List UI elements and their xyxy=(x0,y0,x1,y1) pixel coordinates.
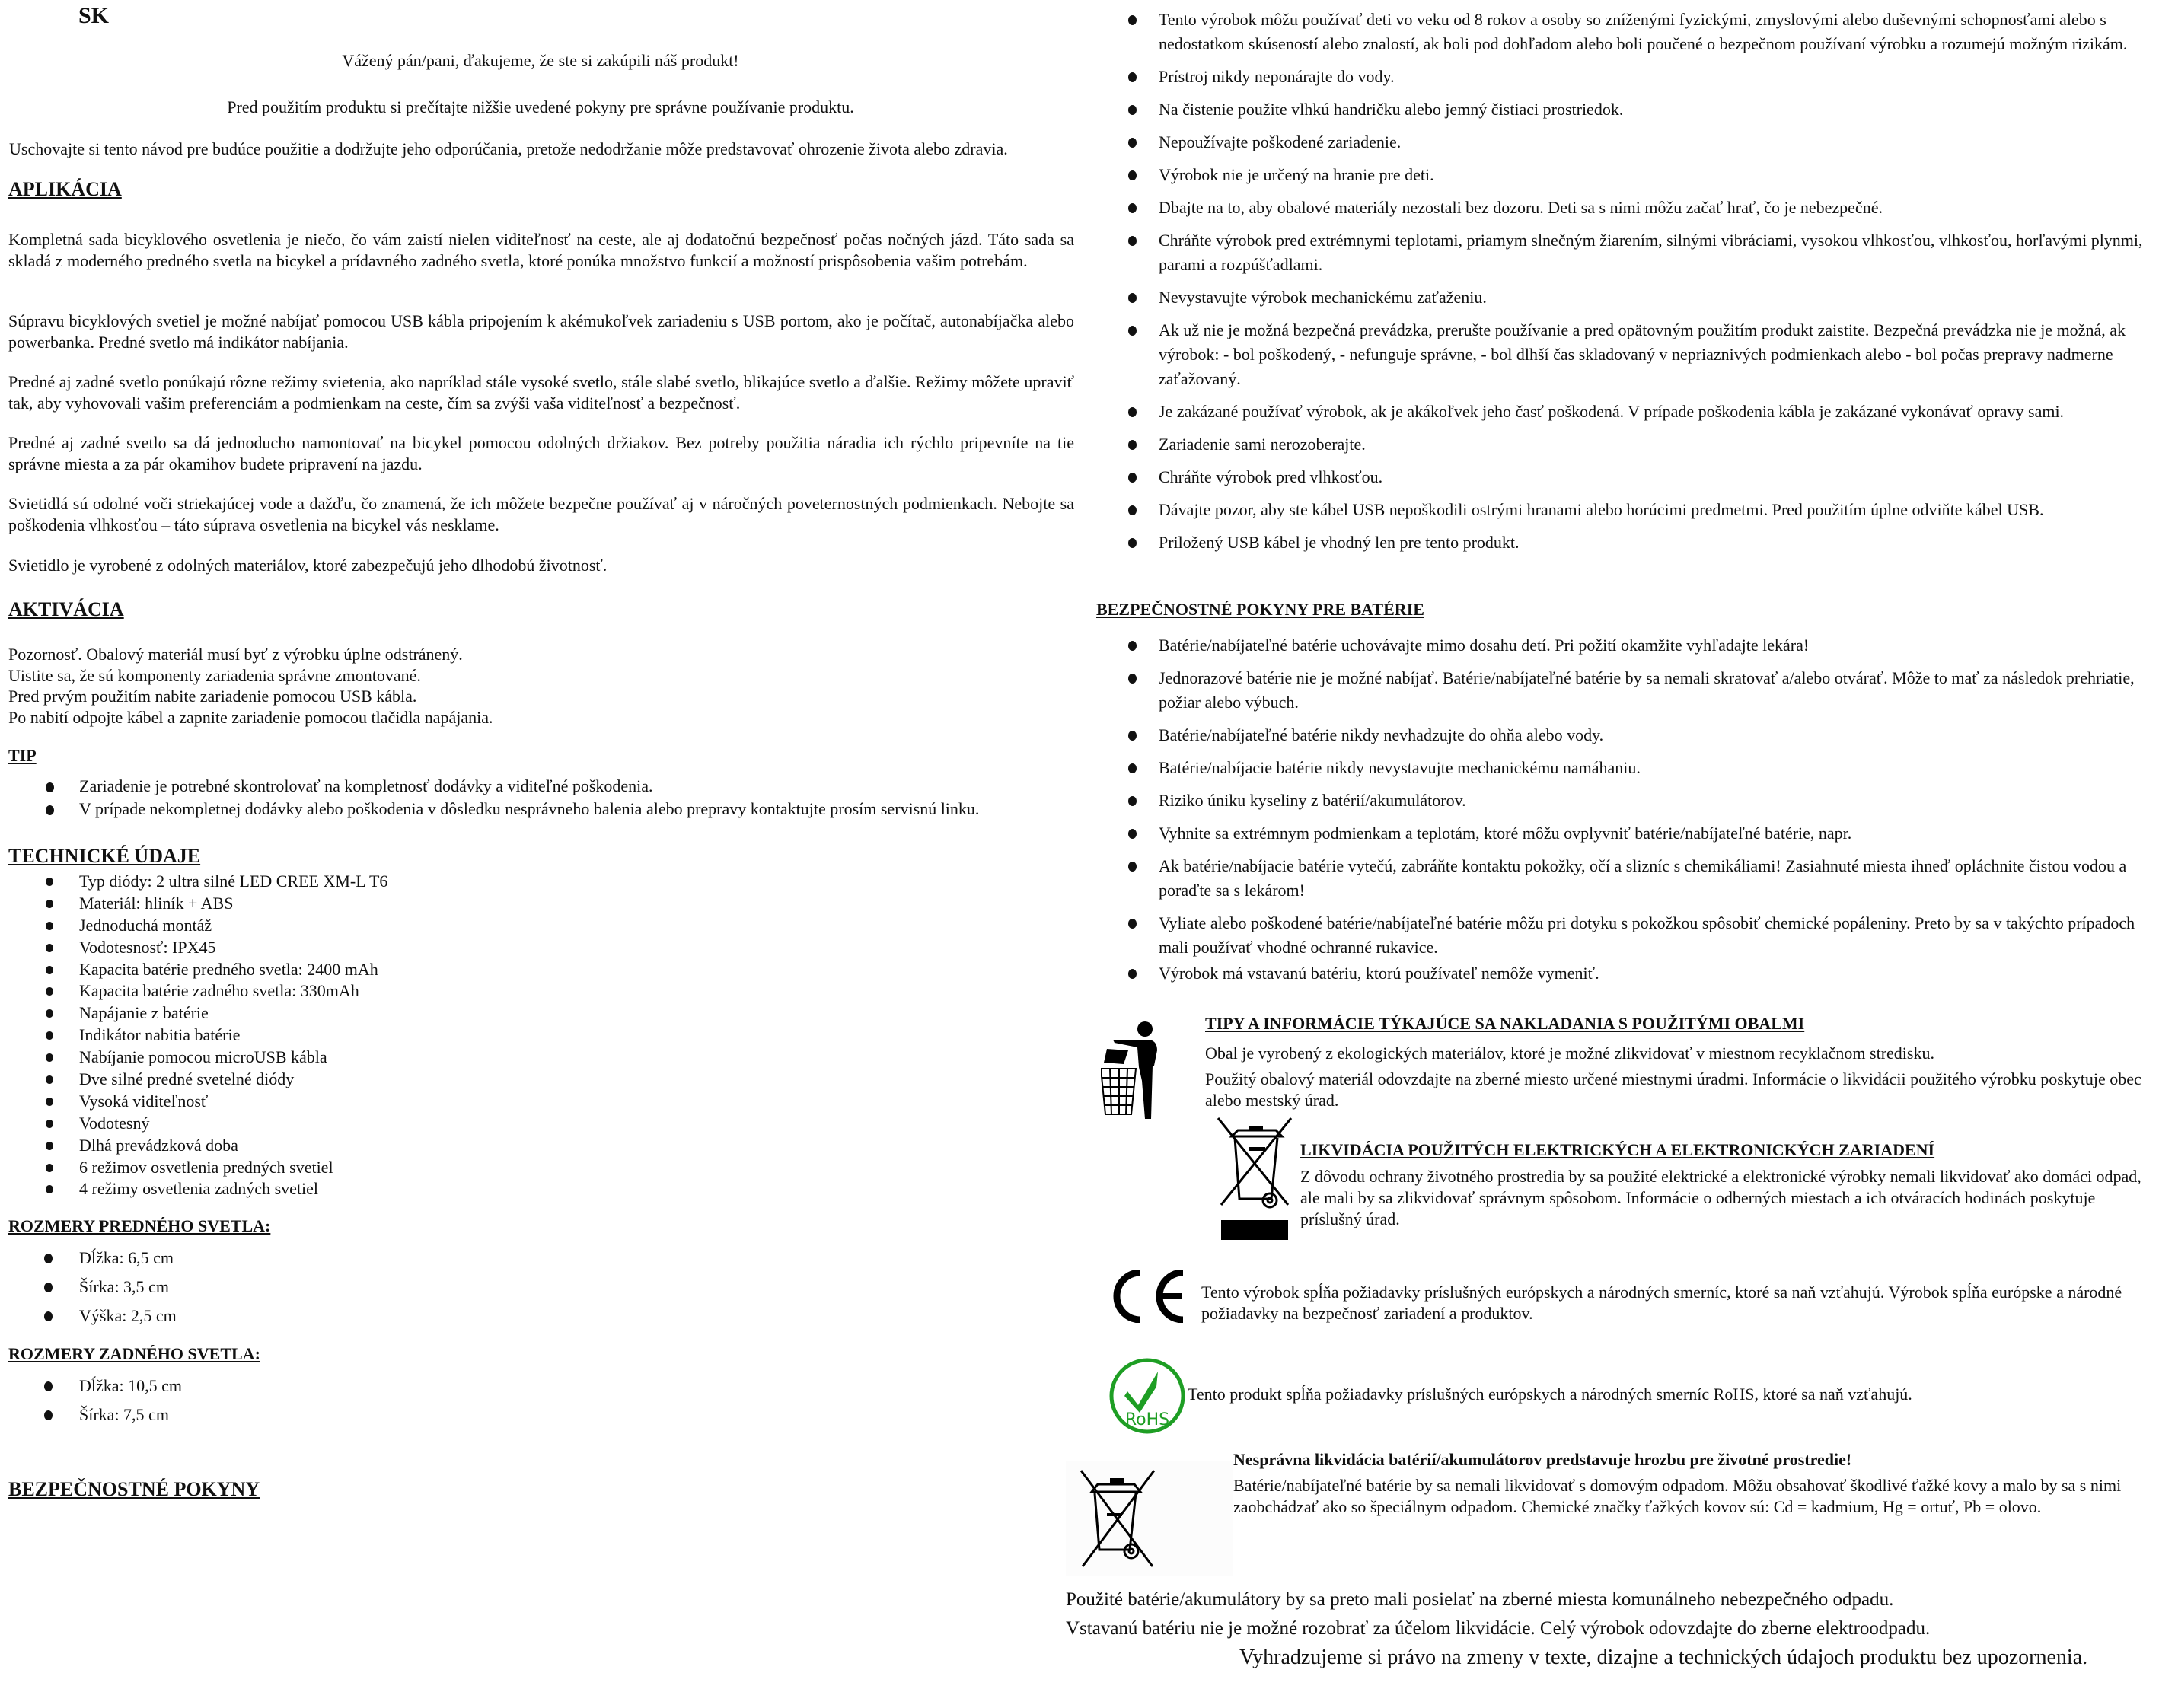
intro-greeting: Vážený pán/pani, ďakujeme, že ste si zakúpili náš produkt! xyxy=(342,51,739,70)
heading-bezpecnostne-pokyny: BEZPEČNOSTNÉ POKYNY xyxy=(8,1478,260,1500)
bullet-icon xyxy=(44,1254,53,1263)
heading-rozmery-zadneho: ROZMERY ZADNÉHO SVETLA: xyxy=(8,1344,260,1363)
intro-keep-manual: Uschovajte si tento návod pre budúce použitie a dodržujte jeho odporúčania, pretože nedodržanie môže predstavovať ohrozenie života alebo zdravia. xyxy=(9,139,1008,158)
list-item: Jednorazové batérie nie je možné nabíjať. Batérie/nabíjateľné batérie by sa nemali skratovať a/alebo otvárať. Môže to mať za následok prehriatie, požiar alebo výbuch. xyxy=(1096,666,2154,715)
aplikacia-paragraph: Kompletná sada bicyklového osvetlenia je niečo, čo vám zaistí nielen viditeľnosť na ceste, ale aj dodatočnú bezpečnosť počas nočných jázd. Táto sada sa skladá z moderného predného svetla na bicykel a prídavného zadného svetla, ktoré ponúka množstvo funkcií a možností prispôsobenia vašim potrebám. xyxy=(8,230,1074,270)
list-item: Vyliate alebo poškodené batérie/nabíjateľné batérie môžu pri dotyku s pokožkou spôsobiť chemické popáleniny. Preto by sa v takýchto prípadoch mali používať vhodné ochranné rukavice. xyxy=(1096,911,2154,960)
heading-aktivacia: AKTIVÁCIA xyxy=(8,598,124,620)
battery-safety-list xyxy=(1096,633,2154,994)
packaging-text: Použitý obalový materiál odovzdajte na zberné miesto určené miestnymi úradmi. Informácie o likvidácii použitého výrobku poskytuje obec alebo mestský úrad. xyxy=(1205,1069,2141,1110)
aktivacia-lines xyxy=(8,644,493,728)
disclaimer: Vyhradzujeme si právo na zmeny v texte, dizajne a technických údajoch produktu bez upozornenia. xyxy=(1239,1646,2088,1669)
bullet-icon xyxy=(1128,72,1137,82)
list-item: Prístroj nikdy neponárajte do vody. xyxy=(1096,65,2154,89)
list-item: Batérie/nabíjacie batérie nikdy nevystavujte mechanickému namáhaniu. xyxy=(1096,756,2154,780)
bullet-icon xyxy=(46,900,53,908)
bullet-icon xyxy=(1128,641,1137,651)
list-item: Dbajte na to, aby obalové materiály nezostali bez dozoru. Deti sa s nimi môžu začať hrať, čo je nebezpečné. xyxy=(1096,196,2154,220)
list-item: Zariadenie sami nerozoberajte. xyxy=(1096,432,2154,457)
bullet-icon xyxy=(46,1031,53,1040)
aktivacia-line: Pozornosť. Obalový materiál musí byť z výrobku úplne odstránený. xyxy=(8,645,463,664)
bullet-icon xyxy=(46,782,54,792)
list-item: Chráňte výrobok pred vlhkosťou. xyxy=(1096,465,2154,489)
bullet-icon xyxy=(46,1164,53,1172)
bullet-icon xyxy=(44,1410,53,1420)
list-item: Je zakázané používať výrobok, ak je akákoľvek jeho časť poškodená. V prípade poškodenia kábla je zakázané vykonávať opravy sami. xyxy=(1096,400,2154,424)
ce-mark-icon xyxy=(1111,1270,1188,1323)
bullet-icon xyxy=(1128,473,1137,483)
bullet-icon xyxy=(46,922,53,930)
bullet-icon xyxy=(1128,919,1137,929)
bullet-icon xyxy=(46,1142,53,1150)
weee-text: Z dôvodu ochrany životného prostredia by sa použité elektrické a elektronické výrobky nemali likvidovať ako domáci odpad, ale mali by sa zlikvidovať správnym spôsobom. Informácie o odberných miestach a ich otváracích hodinách poskytuje príslušný úrad. xyxy=(1300,1167,2141,1228)
bullet-icon xyxy=(46,1098,53,1106)
heading-bezpecnostne-baterie: BEZPEČNOSTNÉ POKYNY PRE BATÉRIE xyxy=(1096,600,1424,619)
bullet-icon xyxy=(46,1120,53,1128)
bullet-icon xyxy=(1128,731,1137,741)
bullet-icon xyxy=(1128,236,1137,246)
aplikacia-paragraph: Predné aj zadné svetlo sa dá jednoducho namontovať na bicykel pomocou odolných držiakov. Bez potreby použitia náradia ich rýchlo pripevníte na tie správne miesta a za pár okamihov budete pripravení na jazdu. xyxy=(8,433,1074,473)
bullet-icon xyxy=(46,966,53,974)
list-item: Výrobok má vstavanú batériu, ktorú používateľ nemôže vymeniť. xyxy=(1096,961,2154,986)
bullet-icon xyxy=(1128,170,1137,180)
bullet-icon xyxy=(46,1075,53,1084)
list-item: Batérie/nabíjateľné batérie nikdy nevhadzujte do ohňa alebo vody. xyxy=(1096,723,2154,747)
bullet-icon xyxy=(1128,862,1137,872)
bullet-icon xyxy=(1128,407,1137,417)
aplikacia-paragraph: Svietidlá sú odolné voči striekajúcej vode a dažďu, čo znamená, že ich môžete bezpečne používať aj v náročných poveternostných podmienkach. Nebojte sa poškodenia vlhkosťou – táto súprava osvetlenia na bicykel vás nesklame. xyxy=(8,494,1074,534)
heading-tip: TIP xyxy=(8,746,37,765)
bullet-icon xyxy=(1128,326,1137,336)
bullet-icon xyxy=(1128,796,1137,806)
rohs-compliance-text: Tento produkt spĺňa požiadavky príslušných európskych a národných smerníc RoHS, ktoré sa naň vzťahujú. xyxy=(1188,1385,1912,1404)
bullet-icon xyxy=(1128,505,1137,515)
aplikacia-paragraph: Súpravu bicyklových svetiel je možné nabíjať pomocou USB kábla pripojením k akémukoľvek zariadeniu s USB portom, ako je počítač, autonabíjačka alebo powerbanka. Predné svetlo má indikátor nabíjania. xyxy=(8,311,1074,352)
bullet-icon xyxy=(1128,674,1137,684)
footer-line: Použité batérie/akumulátory by sa preto mali posielať na zberné miesta komunálneho nebezpečného odpadu. xyxy=(1066,1589,1894,1610)
list-item: Na čistenie použite vlhkú handričku alebo jemný čistiaci prostriedok. xyxy=(1096,97,2154,122)
bullet-icon xyxy=(46,944,53,952)
list-item: Dávajte pozor, aby ste kábel USB nepoškodili ostrými hranami alebo horúcimi predmetmi. Pred použitím úplne odviňte kábel USB. xyxy=(1096,498,2154,522)
list-item: Tento výrobok môžu používať deti vo veku od 8 rokov a osoby so zníženými fyzickými, zmyslovými alebo duševnými schopnosťami alebo s nedostatkom skúseností alebo znalostí, ak boli pod dohľadom alebo boli poučené o bezpečnom používaní výrobku a rozumejú možným rizikám. xyxy=(1096,8,2154,56)
bullet-icon xyxy=(46,1185,53,1193)
heading-packaging: TIPY A INFORMÁCIE TÝKAJÚCE SA NAKLADANIA S POUŽITÝMI OBALMI xyxy=(1205,1014,1805,1033)
footer-line: Vstavanú batériu nie je možné rozobrať za účelom likvidácie. Celý výrobok odovzdajte do zberne elektroodpadu. xyxy=(1066,1618,1931,1639)
bullet-icon xyxy=(1128,105,1137,115)
bullet-icon xyxy=(1128,829,1137,839)
packaging-text: Obal je vyrobený z ekologických materiálov, ktoré je možné zlikvidovať v miestnom recyklačnom stredisku. xyxy=(1205,1044,1934,1063)
list-item: Výrobok nie je určený na hranie pre deti. xyxy=(1096,163,2154,187)
bullet-icon xyxy=(1128,538,1137,548)
rohs-check-icon xyxy=(1108,1356,1187,1436)
heading-weee: LIKVIDÁCIA POUŽITÝCH ELEKTRICKÝCH A ELEKTRONICKÝCH ZARIADENÍ xyxy=(1300,1140,1935,1159)
bullet-icon xyxy=(1128,138,1137,148)
bullet-icon xyxy=(46,1009,53,1018)
list-item: Ak už nie je možná bezpečná prevádzka, prerušte používanie a pred opätovným použitím produkt zaistite. Bezpečná prevádzka nie je možná, ak výrobok: - bol poškodený, - nefunguje správne, - bol dlhší čas skladovaný v nepriaznivých podmienkach alebo - bol počas prepravy nadmerne zaťažovaný. xyxy=(1096,318,2154,391)
list-item: Batérie/nabíjateľné batérie uchovávajte mimo dosahu detí. Pri požití okamžite vyhľadajte lekára! xyxy=(1096,633,2154,658)
list-item: Priložený USB kábel je vhodný len pre tento produkt. xyxy=(1096,531,2154,555)
battery-disposal-title: Nesprávna likvidácia batérií/akumulátorov predstavuje hrozbu pre životné prostredie! xyxy=(1233,1450,1852,1469)
crossed-out-wheelie-bin-icon xyxy=(1215,1115,1299,1244)
intro-read-first: Pred použitím produktu si prečítajte nižšie uvedené pokyny pre správne používanie produktu. xyxy=(227,97,854,116)
list-item: Nevystavujte výrobok mechanickému zaťaženiu. xyxy=(1096,285,2154,310)
bullet-icon xyxy=(44,1381,53,1391)
bullet-icon xyxy=(46,1053,53,1062)
bullet-icon xyxy=(44,1311,53,1321)
language-label: SK xyxy=(78,3,110,28)
aplikacia-paragraph: Predné aj zadné svetlo ponúkajú rôzne režimy svietenia, ako napríklad stále vysoké svetlo, stále slabé svetlo, blikajúce svetlo a ďalšie. Režimy môžete upraviť tak, aby vyhovovali vašim preferenciám a podmienkam na ceste, čím sa zvýši vaša viditeľnosť a bezpečnosť. xyxy=(8,372,1074,413)
bullet-icon xyxy=(46,878,53,886)
ce-compliance-text: Tento výrobok spĺňa požiadavky príslušných európskych a národných smerníc, ktoré sa naň vzťahujú. Výrobok spĺňa európske a národné požiadavky na bezpečnosť zariadení a produktov. xyxy=(1201,1283,2122,1323)
crossed-out-bin-battery-icon xyxy=(1076,1467,1160,1570)
aplikacia-paragraph: Svietidlo je vyrobené z odolných materiálov, ktoré zabezpečujú jeho dlhodobú životnosť. xyxy=(8,556,608,575)
bullet-icon xyxy=(1128,969,1137,979)
rohs-label: RoHS xyxy=(1124,1410,1170,1429)
heading-aplikacia: APLIKÁCIA xyxy=(8,178,122,200)
heading-rozmery-predneho: ROZMERY PREDNÉHO SVETLA: xyxy=(8,1216,271,1235)
bullet-icon xyxy=(46,805,54,815)
list-item: Chráňte výrobok pred extrémnymi teplotami, priamym slnečným žiarením, silnými vibráciami, vysokou vlhkosťou, vlhkosťou, horľavými plynmi, parami a rozpúšťadlami. xyxy=(1096,228,2154,277)
list-item: Nepoužívajte poškodené zariadenie. xyxy=(1096,130,2154,155)
list-item: Vyhnite sa extrémnym podmienkam a teplotám, ktoré môžu ovplyvniť batérie/nabíjateľné batérie, napr. xyxy=(1096,821,2154,846)
bullet-icon xyxy=(1128,440,1137,450)
bullet-icon xyxy=(1128,293,1137,303)
battery-disposal-text: Batérie/nabíjateľné batérie by sa nemali likvidovať s domovým odpadom. Môžu obsahovať škodlivé ťažké kovy a malo by sa s nimi zaobchádzať ako so špeciálnym odpadom. Chemické značky ťažkých kovov sú: Cd = kadmium, Hg = ortuť, Pb = olovo. xyxy=(1233,1476,2122,1516)
aktivacia-line: Uistite sa, že sú komponenty zariadenia správne zmontované. xyxy=(8,665,421,685)
bullet-icon xyxy=(44,1283,53,1292)
safety-instructions-list xyxy=(1096,8,2154,563)
list-item: Ak batérie/nabíjacie batérie vytečú, zabráňte kontaktu pokožky, očí a slizníc s chemikáliami! Zasiahnuté miesta ihneď opláchnite čistou vodou a poraďte sa s lekárom! xyxy=(1096,854,2154,903)
bullet-icon xyxy=(1128,763,1137,773)
tidyman-litter-bin-icon xyxy=(1101,1020,1163,1119)
list-item: Riziko úniku kyseliny z batérií/akumulátorov. xyxy=(1096,789,2154,813)
bullet-icon xyxy=(1128,15,1137,25)
aktivacia-line: Pred prvým použitím nabite zariadenie pomocou USB kábla. xyxy=(8,687,417,706)
bullet-icon xyxy=(1128,203,1137,213)
aktivacia-line: Po nabití odpojte kábel a zapnite zariadenie pomocou tlačidla napájania. xyxy=(8,707,493,727)
bullet-icon xyxy=(46,987,53,996)
heading-technicke-udaje: TECHNICKÉ ÚDAJE xyxy=(8,845,201,867)
